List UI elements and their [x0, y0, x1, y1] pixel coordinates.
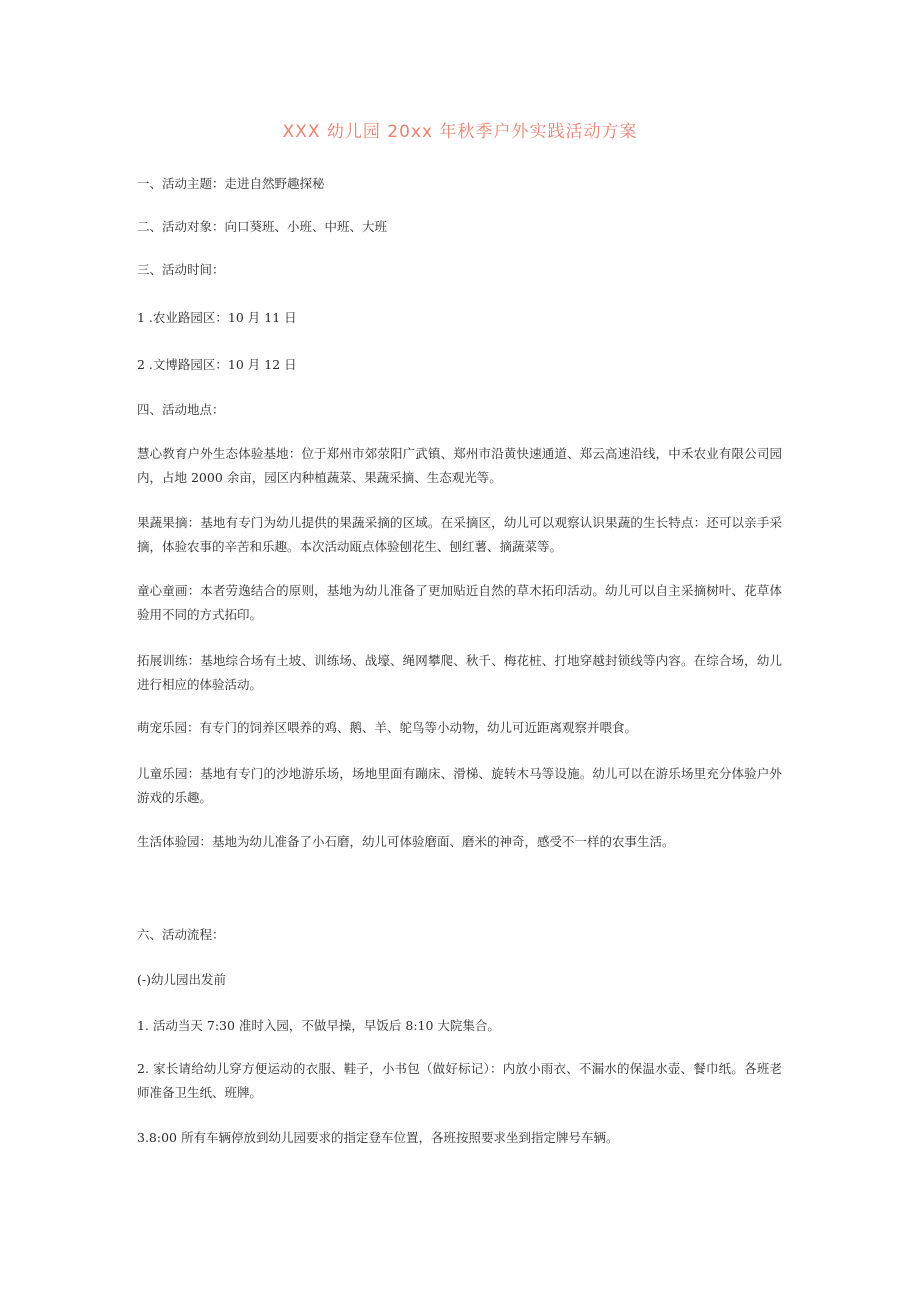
process-item-2: 2. 家长请给幼儿穿方便运动的衣服、鞋子，小书包（做好标记）：内放小雨衣、不漏水的保温水壶、餐巾纸。各班老师准备卫生纸、班牌。 [137, 1061, 782, 1100]
subsection-before-departure: (-)幼儿园出发前 [137, 972, 226, 987]
outdoor-training-paragraph: 拓展训练：基地综合场有土坡、训练场、战壕、绳网攀爬、秋千、梅花桩、打地穿越封锁线等内容。在综合场，幼儿进行相应的体验活动。 [137, 653, 782, 692]
fruit-picking-paragraph: 果蔬果摘：基地有专门为幼儿提供的果蔬采摘的区域。在采摘区，幼儿可以观察认识果蔬的生长特点：还可以亲手采摘，体验农事的辛苦和乐趣。本次活动瓯点体验刨花生、刨红薯、摘蔬菜等。 [137, 515, 782, 554]
section-audience: 二、活动对象：向口葵班、小班、中班、大班 [137, 219, 388, 234]
section-location: 四、活动地点： [137, 402, 225, 417]
process-item-3: 3.8:00 所有车辆停放到幼儿园要求的指定登车位置，各班按照要求坐到指定牌号车辆。 [137, 1130, 619, 1145]
location-base-paragraph: 慧心教育户外生态体验基地：位于郑州市郊荥阳广武镇、郑州市沿黄快速通道、郑云高速沿线，中禾农业有限公司园内，占地 2000 余亩，园区内种植蔬菜、果蔬采摘、生态观光等。 [137, 446, 782, 485]
kids-playground-paragraph: 儿童乐园：基地有专门的沙地游乐场，场地里面有蹦床、滑梯、旋转木马等设施。幼儿可以在游乐场里充分体验户外游戏的乐趣。 [137, 766, 782, 805]
time-item-2: 2 .文博路园区：10 月 12 日 [137, 357, 297, 372]
section-time: 三、活动时间： [137, 262, 225, 277]
time-item-1: 1 .农业路园区：10 月 11 日 [137, 310, 297, 325]
page-title: XXX 幼儿园 20xx 年秋季户外实践活动方案 [282, 122, 638, 142]
section-theme: 一、活动主题：走进自然野趣探秘 [137, 176, 325, 191]
art-printing-paragraph: 童心童画：本者劳逸结合的原则，基地为幼儿准备了更加贴近自然的草木拓印活动。幼儿可以自主采摘树叶、花草体验用不同的方式拓印。 [137, 583, 782, 622]
life-experience-paragraph: 生活体验园：基地为幼儿准备了小石磨，幼儿可体验磨面、磨米的神奇，感受不一样的农事生活。 [137, 834, 675, 849]
section-process: 六、活动流程： [137, 927, 225, 942]
process-item-1: 1. 活动当天 7:30 准时入园，不做早操，早饭后 8:10 大院集合。 [137, 1018, 500, 1033]
pet-park-paragraph: 萌宠乐园：有专门的饲养区喂养的鸡、鹅、羊、鸵鸟等小动物，幼儿可近距离观察并喂食。 [137, 720, 638, 735]
